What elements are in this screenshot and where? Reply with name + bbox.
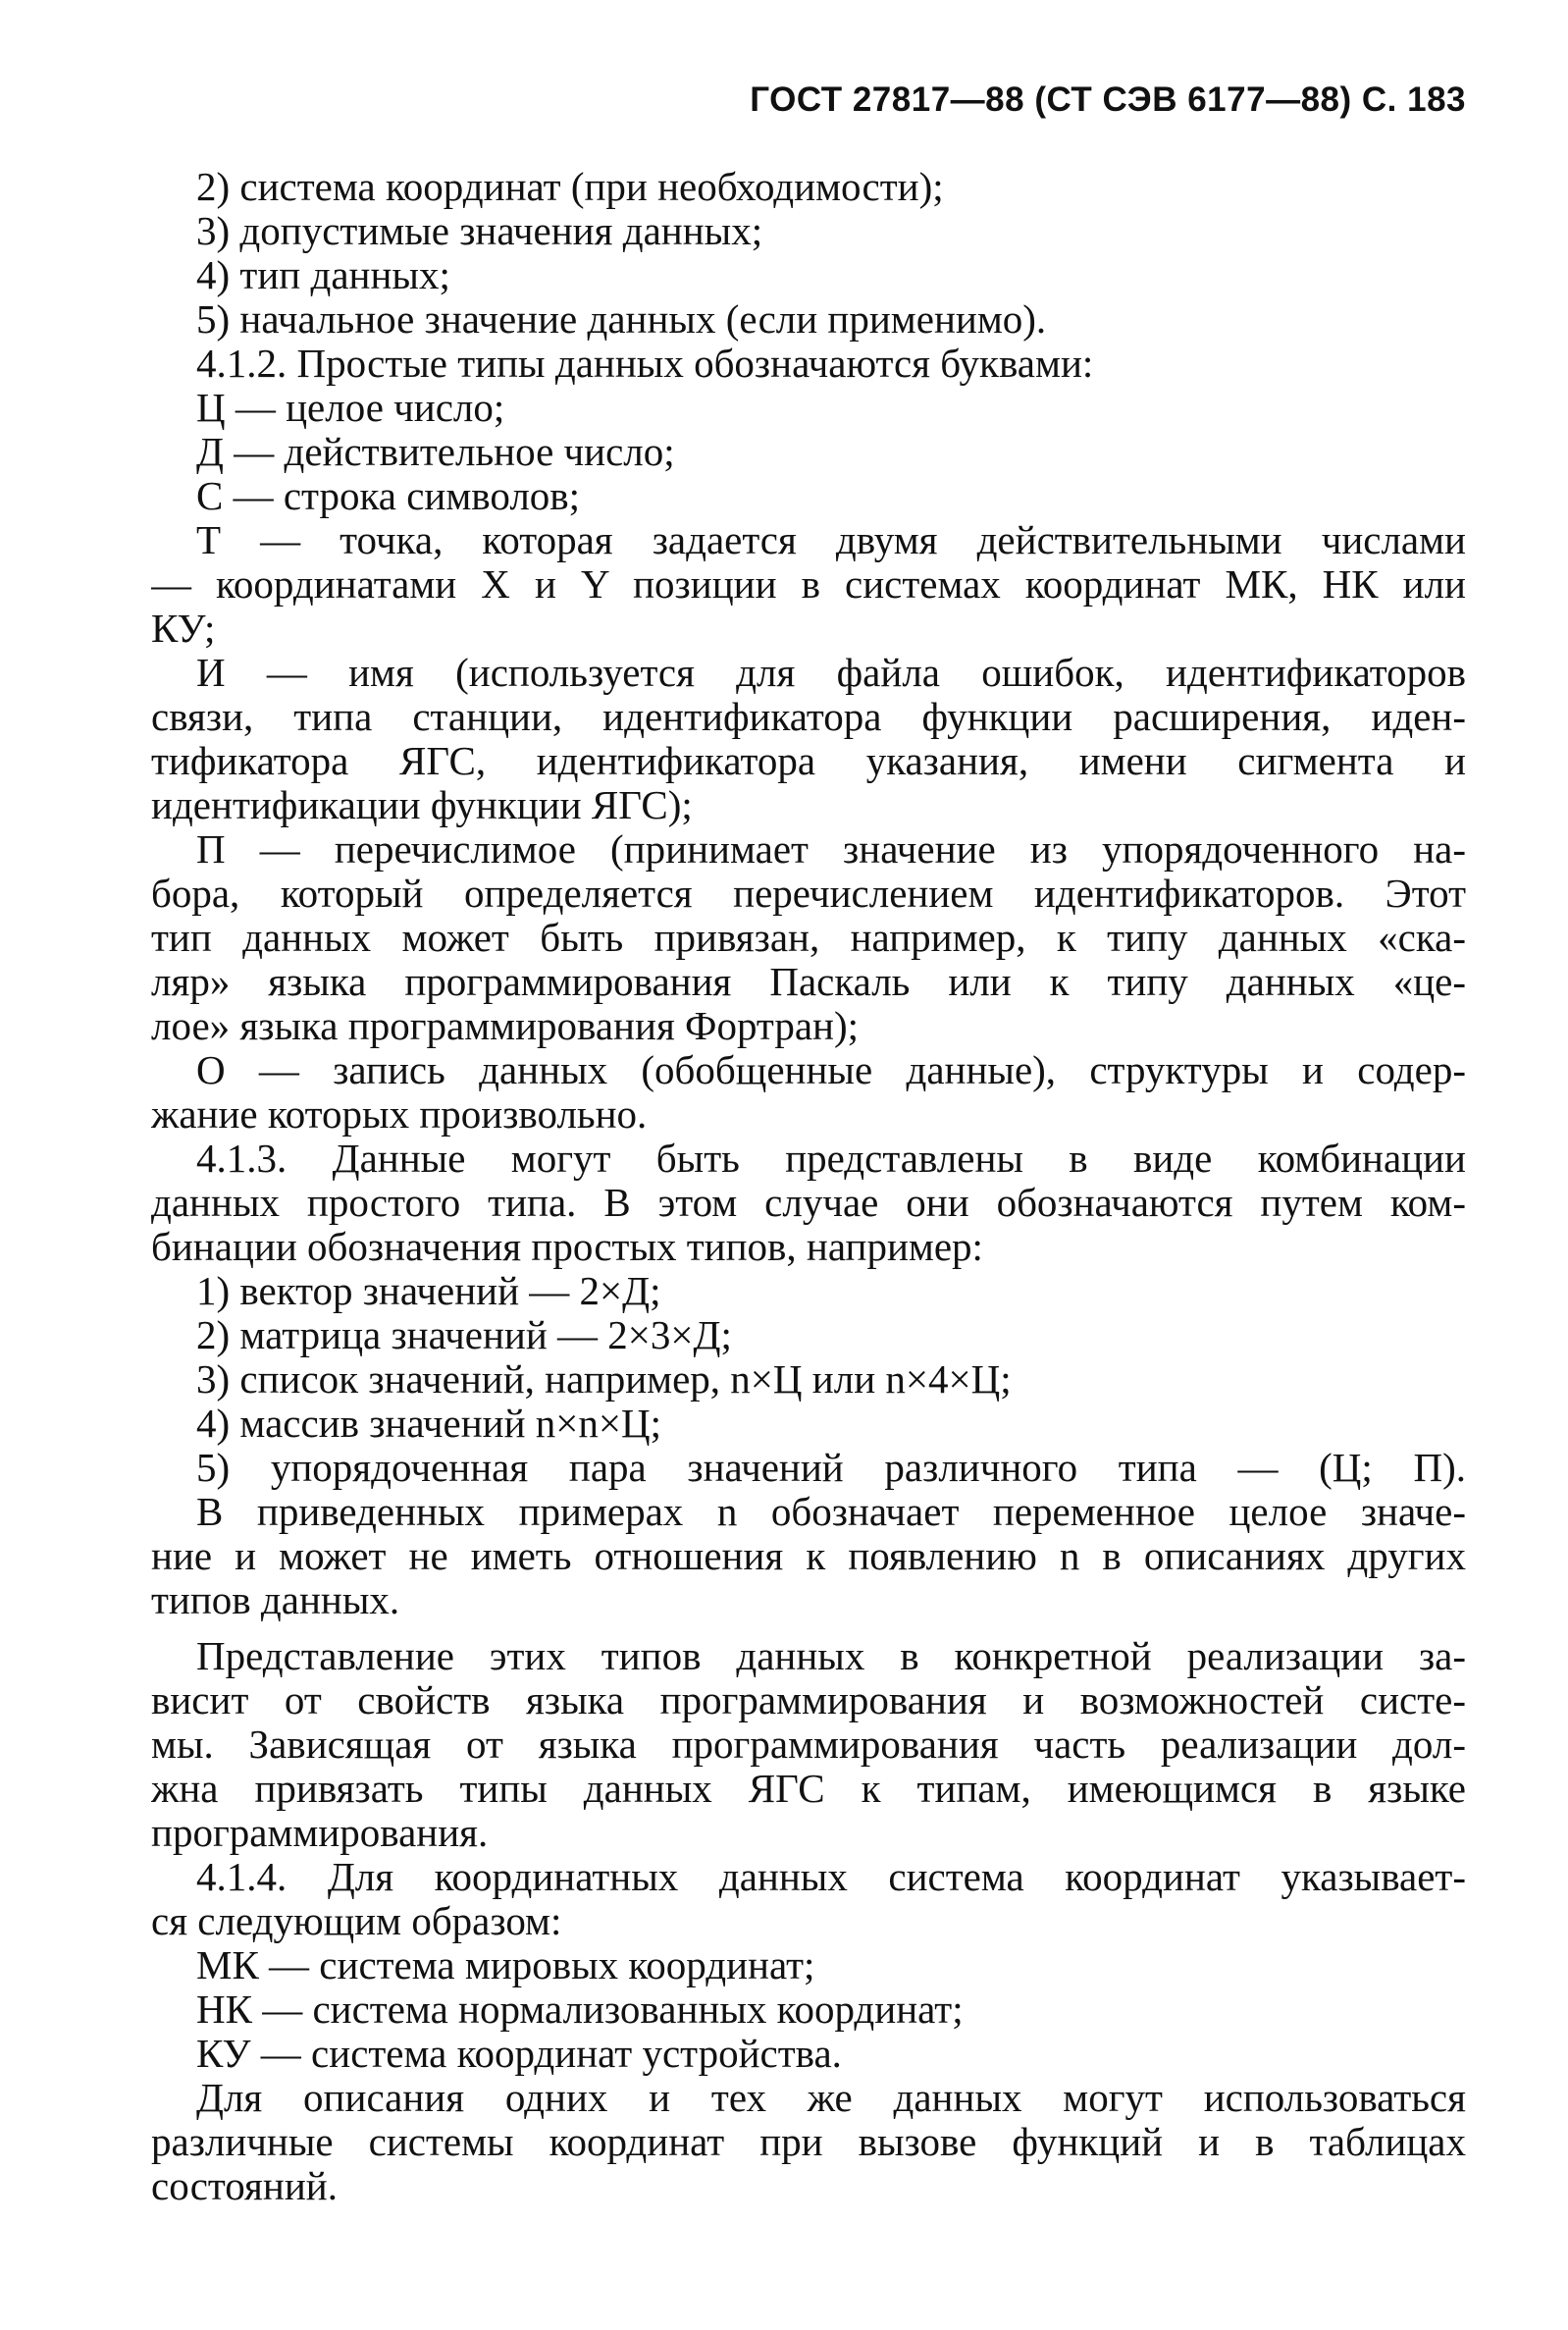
text-line: висит от свойств языка программирования и возможностей систе- (151, 1678, 1466, 1722)
text-line: И — имя (используется для файла ошибок, идентификаторов (196, 651, 1466, 695)
text-line: типов данных. (151, 1578, 400, 1622)
text-line: мы. Зависящая от языка программирования часть реализации дол- (151, 1722, 1466, 1767)
text-line: жание которых произвольно. (151, 1092, 648, 1137)
text-line: 2) матрица значений — 2×3×Д; (196, 1313, 732, 1357)
text-line: 4) тип данных; (196, 253, 450, 297)
text-line: 1) вектор значений — 2×Д; (196, 1269, 661, 1313)
text-line: С — строка символов; (196, 474, 581, 518)
text-line: КУ; (151, 607, 216, 651)
text-line: лое» языка программирования Фортран); (151, 1004, 860, 1048)
text-line: Ц — целое число; (196, 386, 505, 430)
text-line: данных простого типа. В этом случае они обозначаются путем ком- (151, 1181, 1466, 1225)
text-line: 4) массив значений n×n×Ц; (196, 1402, 662, 1446)
body-text (151, 165, 1466, 2208)
text-line: тип данных может быть привязан, например, к типу данных «ска- (151, 916, 1466, 960)
text-line: 2) система координат (при необходимости); (196, 165, 944, 209)
text-line: МК — система мировых координат; (196, 1943, 815, 1987)
text-line: Представление этих типов данных в конкретной реализации за- (196, 1634, 1466, 1678)
text-line: Т — точка, которая задается двумя действительными числами (196, 518, 1466, 562)
text-line: Д — действительное число; (196, 430, 675, 474)
document-page (151, 0, 1466, 2330)
text-line: 3) допустимые значения данных; (196, 209, 763, 253)
text-line: НК — система нормализованных координат; (196, 1987, 964, 2032)
text-line: КУ — система координат устройства. (196, 2032, 842, 2076)
text-line: О — запись данных (обобщенные данные), структуры и содер- (196, 1048, 1466, 1092)
text-line: связи, типа станции, идентификатора функции расширения, иден- (151, 695, 1466, 739)
running-header: ГОСТ 27817—88 (СТ СЭВ 6177—88) С. 183 (750, 80, 1466, 119)
text-line: идентификации функции ЯГС); (151, 783, 693, 827)
text-line: В приведенных примерах n обозначает переменное целое значе- (196, 1490, 1466, 1534)
text-line: Для описания одних и тех же данных могут использоваться (196, 2076, 1466, 2120)
text-line: различные системы координат при вызове функций и в таблицах (151, 2120, 1466, 2164)
text-line: 5) упорядоченная пара значений различного типа — (Ц; П). (196, 1446, 1466, 1490)
text-line: 4.1.4. Для координатных данных система координат указывает- (196, 1855, 1466, 1899)
text-line: тификатора ЯГС, идентификатора указания, имени сигмента и (151, 739, 1466, 783)
text-line: бинации обозначения простых типов, например: (151, 1225, 983, 1269)
text-line: 4.1.2. Простые типы данных обозначаются буквами: (196, 342, 1094, 386)
text-line: ние и может не иметь отношения к появлению n в описаниях других (151, 1534, 1466, 1578)
text-line: бора, который определяется перечислением идентификаторов. Этот (151, 872, 1466, 916)
text-line: ляр» языка программирования Паскаль или к типу данных «це- (151, 960, 1466, 1004)
text-line: П — перечислимое (принимает значение из упорядоченного на- (196, 827, 1466, 872)
text-line: 3) список значений, например, n×Ц или n×4×Ц; (196, 1357, 1012, 1402)
text-line: 4.1.3. Данные могут быть представлены в виде комбинации (196, 1137, 1466, 1181)
text-line: — координатами X и Y позиции в системах координат МК, НК или (151, 562, 1466, 607)
text-line: ся следующим образом: (151, 1899, 562, 1943)
text-line: программирования. (151, 1811, 489, 1855)
text-line: жна привязать типы данных ЯГС к типам, имеющимся в языке (151, 1767, 1466, 1811)
text-line: 5) начальное значение данных (если применимо). (196, 297, 1047, 342)
text-line: состояний. (151, 2164, 338, 2208)
